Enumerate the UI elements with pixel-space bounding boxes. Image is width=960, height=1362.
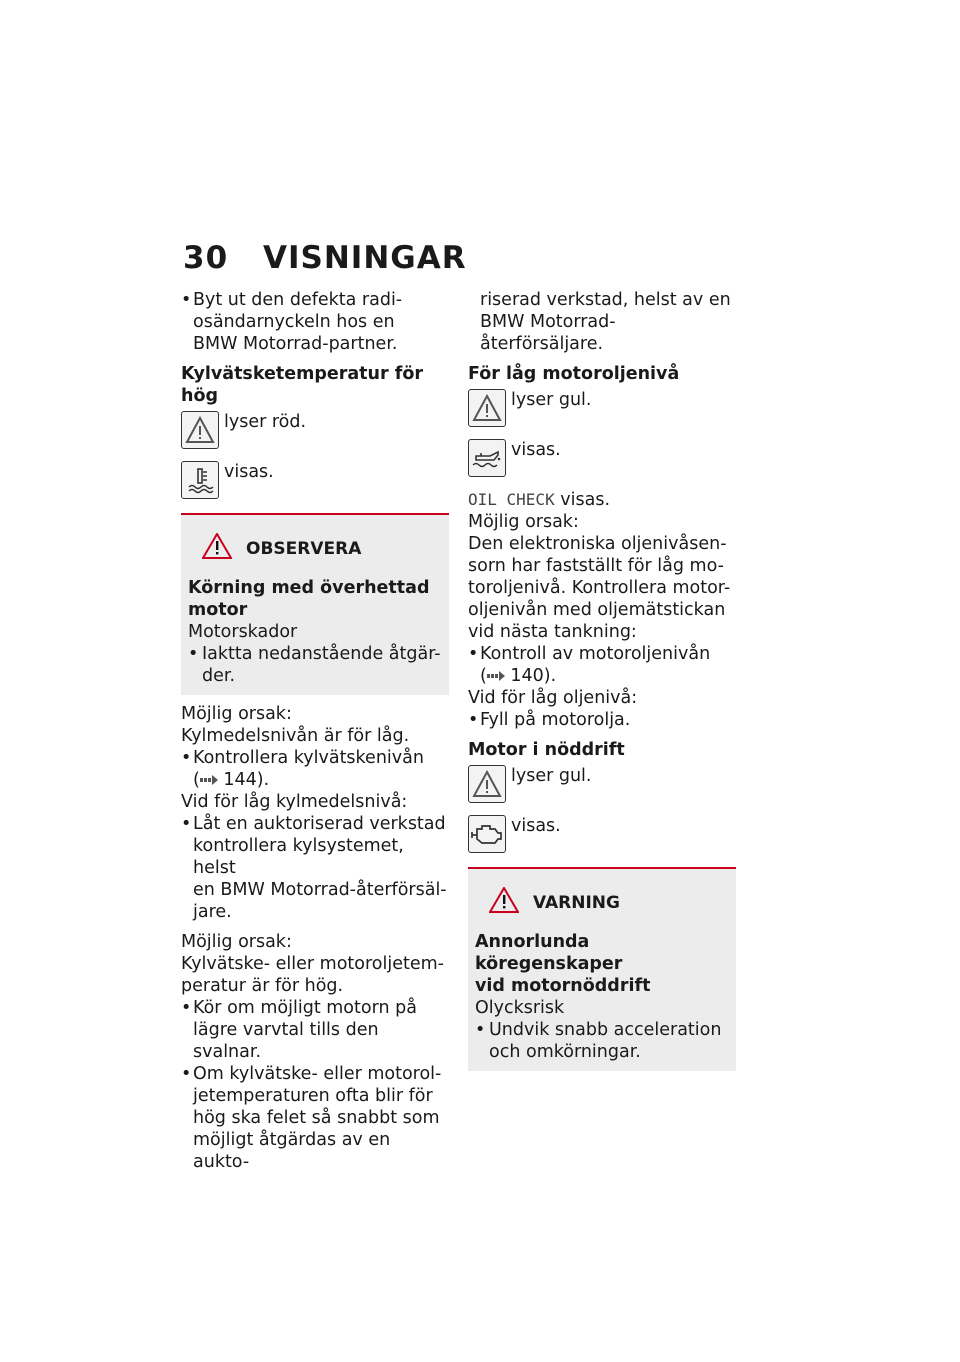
display-message [468, 489, 736, 511]
text-line: • Kör om möjligt motorn på [193, 998, 417, 1018]
list-item [181, 747, 449, 791]
engine-icon [468, 815, 506, 853]
warning-triangle-icon [468, 389, 506, 427]
indicator-row [181, 411, 449, 449]
list-item [188, 643, 441, 687]
text-line: BMW Motorrad-återförsäljare. [480, 312, 616, 354]
page-number: 30 [183, 240, 229, 276]
warning-risk: Olycksrisk [475, 998, 565, 1018]
warning-label: VARNING [533, 893, 620, 913]
text-line: möjligt åtgärdas av en aukto- [193, 1130, 391, 1172]
oil-can-icon [468, 439, 506, 477]
warning-triangle-icon [181, 411, 219, 449]
indicator-text: lyser röd. [224, 412, 307, 432]
page-ref-arrow-icon [487, 671, 505, 681]
text-line: Den elektroniska oljenivåsen- [468, 534, 727, 554]
list-item [468, 709, 736, 731]
text-line: lägre varvtal tills den svalnar. [193, 1020, 379, 1062]
caution-header [202, 533, 441, 565]
caution-label: OBSERVERA [246, 539, 362, 559]
page-title: VISNINGAR [263, 240, 467, 276]
text-line: • Byt ut den defekta radi- [193, 290, 403, 310]
text-line: der. [202, 666, 236, 686]
warning-icon [489, 887, 519, 919]
caution-icon [202, 533, 232, 565]
section-title: Kylvätsketemperatur för hög [181, 364, 424, 406]
text-line: visas. [560, 490, 611, 510]
list-item [181, 289, 449, 355]
section-title: För låg motoroljenivå [468, 364, 680, 384]
page-header [183, 240, 467, 276]
text-line: • Låt en auktoriserad verkstad [193, 814, 446, 834]
caution-risk: Motorskador [188, 622, 298, 642]
text-line: • Iaktta nedanstående åtgär- [202, 644, 441, 664]
indicator-row [468, 765, 736, 803]
indicator-text: visas. [224, 462, 274, 482]
text-line: riserad verkstad, helst av en [480, 290, 731, 310]
caution-title: Körning med överhettad [188, 578, 430, 598]
page-reference: ( 140). [480, 666, 557, 686]
text-line: • Kontrollera kylvätskenivån [193, 748, 424, 768]
cause-label: Möjlig orsak: [468, 512, 579, 532]
text-line: BMW Motorrad-partner. [193, 334, 398, 354]
page-ref-arrow-icon [200, 775, 218, 785]
indicator-text: visas. [511, 440, 561, 460]
indicator-row [468, 439, 736, 477]
text-line: och omkörningar. [489, 1042, 641, 1062]
text-line: • Kontroll av motoroljenivån [480, 644, 711, 664]
page-ref-number: 140). [510, 666, 557, 686]
indicator-text: lyser gul. [511, 390, 592, 410]
text-line: jetemperaturen ofta blir för [193, 1086, 433, 1106]
coolant-temperature-icon [181, 461, 219, 499]
list-item [181, 813, 449, 923]
warning-triangle-icon [468, 765, 506, 803]
cause-text: Kylmedelsnivån är för låg. [181, 726, 410, 746]
indicator-row [468, 389, 736, 427]
text-line: Kylvätske- eller motoroljetem- [181, 954, 444, 974]
text-line: peratur är för hög. [181, 976, 344, 996]
text-line: oljenivån med oljemätstickan [468, 600, 726, 620]
text-line: kontrollera kylsystemet, helst [193, 836, 404, 878]
text-line: en BMW Motorrad-återförsäl- [193, 880, 447, 900]
page-reference: ( 144). [193, 770, 270, 790]
warning-title: Annorlunda köregenskaper [475, 932, 623, 974]
section-title: Motor i nöddrift [468, 740, 625, 760]
list-item [181, 1063, 449, 1173]
text-line: Vid för låg kylmedelsnivå: [181, 792, 408, 812]
list-item [468, 643, 736, 687]
cause-label: Möjlig orsak: [181, 932, 292, 952]
caution-title: motor [188, 600, 248, 620]
text-line: sorn har fastställt för låg mo- [468, 556, 724, 576]
left-column [181, 289, 449, 1173]
indicator-text: lyser gul. [511, 766, 592, 786]
indicator-text: visas. [511, 816, 561, 836]
text-line: hög ska felet så snabbt som [193, 1108, 440, 1128]
text-line: • Fyll på motorolja. [480, 710, 631, 730]
text-line: • Undvik snabb acceleration [489, 1020, 722, 1040]
right-column [468, 289, 736, 1071]
text-line: jare. [193, 902, 232, 922]
text-line: vid nästa tankning: [468, 622, 637, 642]
list-item [475, 1019, 728, 1063]
indicator-row [468, 815, 736, 853]
page-ref-number: 144). [223, 770, 270, 790]
continued-text [468, 289, 736, 355]
warning-title: vid motornöddrift [475, 976, 651, 996]
text-line: Vid för låg oljenivå: [468, 688, 638, 708]
text-line: osändarnyckeln hos en [193, 312, 395, 332]
oil-check-code: OIL CHECK [468, 490, 555, 509]
indicator-row [181, 461, 449, 499]
warning-box [468, 867, 736, 1071]
caution-box [181, 513, 449, 695]
text-line: • Om kylvätske- eller motorol- [193, 1064, 442, 1084]
list-item [181, 997, 449, 1063]
warning-header [489, 887, 728, 919]
text-line: toroljenivå. Kontrollera motor- [468, 578, 731, 598]
cause-label: Möjlig orsak: [181, 704, 292, 724]
